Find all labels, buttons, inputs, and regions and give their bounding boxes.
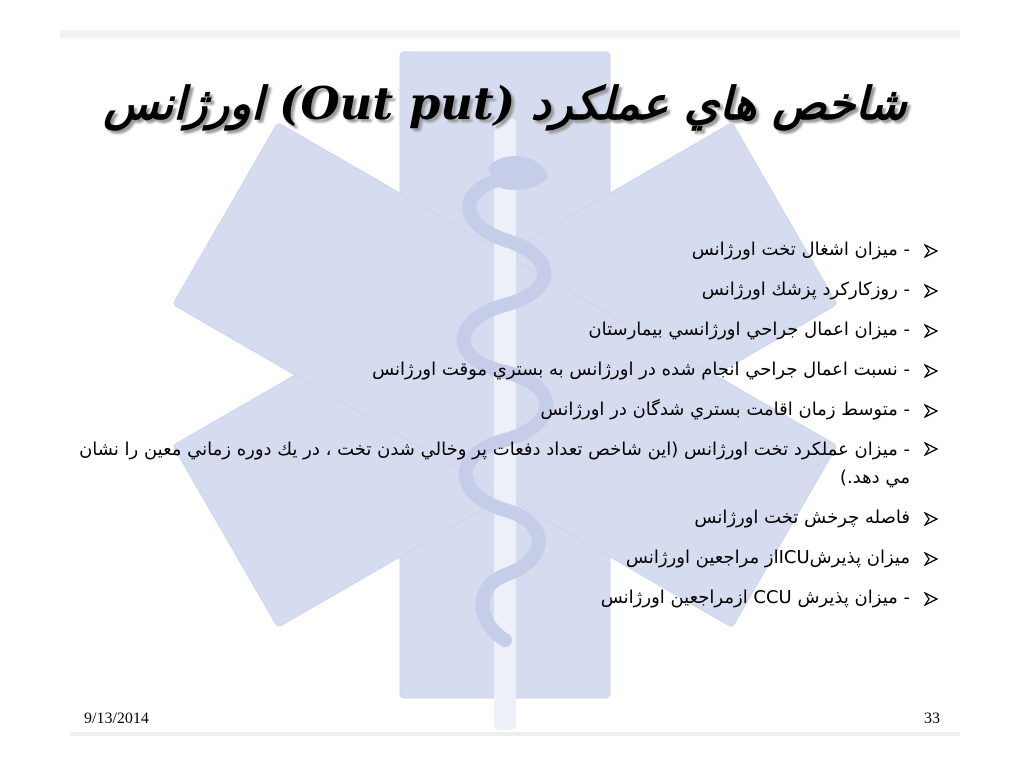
bullet-item	[78, 310, 938, 350]
bullet-item	[78, 430, 938, 498]
bullet-text: فاصله چرخش تخت اورژانس	[694, 507, 910, 528]
arrowhead-bullet-icon	[924, 364, 938, 378]
bullet-text: - روزكاركرد پزشك اورژانس	[701, 279, 910, 300]
arrowhead-bullet-icon	[924, 512, 938, 526]
bullet-item	[78, 270, 938, 310]
arrowhead-bullet-icon	[924, 244, 938, 258]
arrowhead-bullet-icon	[924, 284, 938, 298]
bottom-decorative-band	[70, 732, 960, 736]
bullet-item	[78, 230, 938, 270]
bullet-text: - نسبت اعمال جراحي انجام شده در اورژانس به بستري موقت اورژانس	[372, 359, 910, 380]
bullet-text: - ميزان عملكرد تخت اورژانس (اين شاخص تعداد دفعات پر وخالي شدن تخت ، در يك دوره زماني معين را نشان مي دهد.)	[79, 439, 910, 488]
arrowhead-bullet-icon	[924, 552, 938, 566]
slide-number: 33	[924, 710, 940, 727]
bullet-text: - متوسط زمان اقامت بستري شدگان در اورژانس	[540, 399, 910, 420]
bullet-item	[78, 350, 938, 390]
bullet-list	[78, 230, 938, 618]
slide-date: 9/13/2014	[84, 710, 149, 727]
bullet-item	[78, 498, 938, 538]
arrowhead-bullet-icon	[924, 592, 938, 606]
bullet-item	[78, 578, 938, 618]
bullet-item	[78, 390, 938, 430]
slide-title: شاخص هاي عملكرد (Out put) اورژانس	[103, 77, 907, 130]
bullet-text: - ميزان پذيرش CCU ازمراجعين اورژانس	[600, 587, 910, 608]
bullet-text: - ميزان اشغال تخت اورژانس	[691, 239, 910, 260]
arrowhead-bullet-icon	[924, 442, 938, 456]
arrowhead-bullet-icon	[924, 324, 938, 338]
bullet-text: ميزان پذيرشICUاز مراجعين اورژانس	[625, 547, 910, 568]
bullet-text: - ميزان اعمال جراحي اورژانسي بيمارستان	[588, 319, 910, 340]
bullet-item	[78, 538, 938, 578]
arrowhead-bullet-icon	[924, 404, 938, 418]
